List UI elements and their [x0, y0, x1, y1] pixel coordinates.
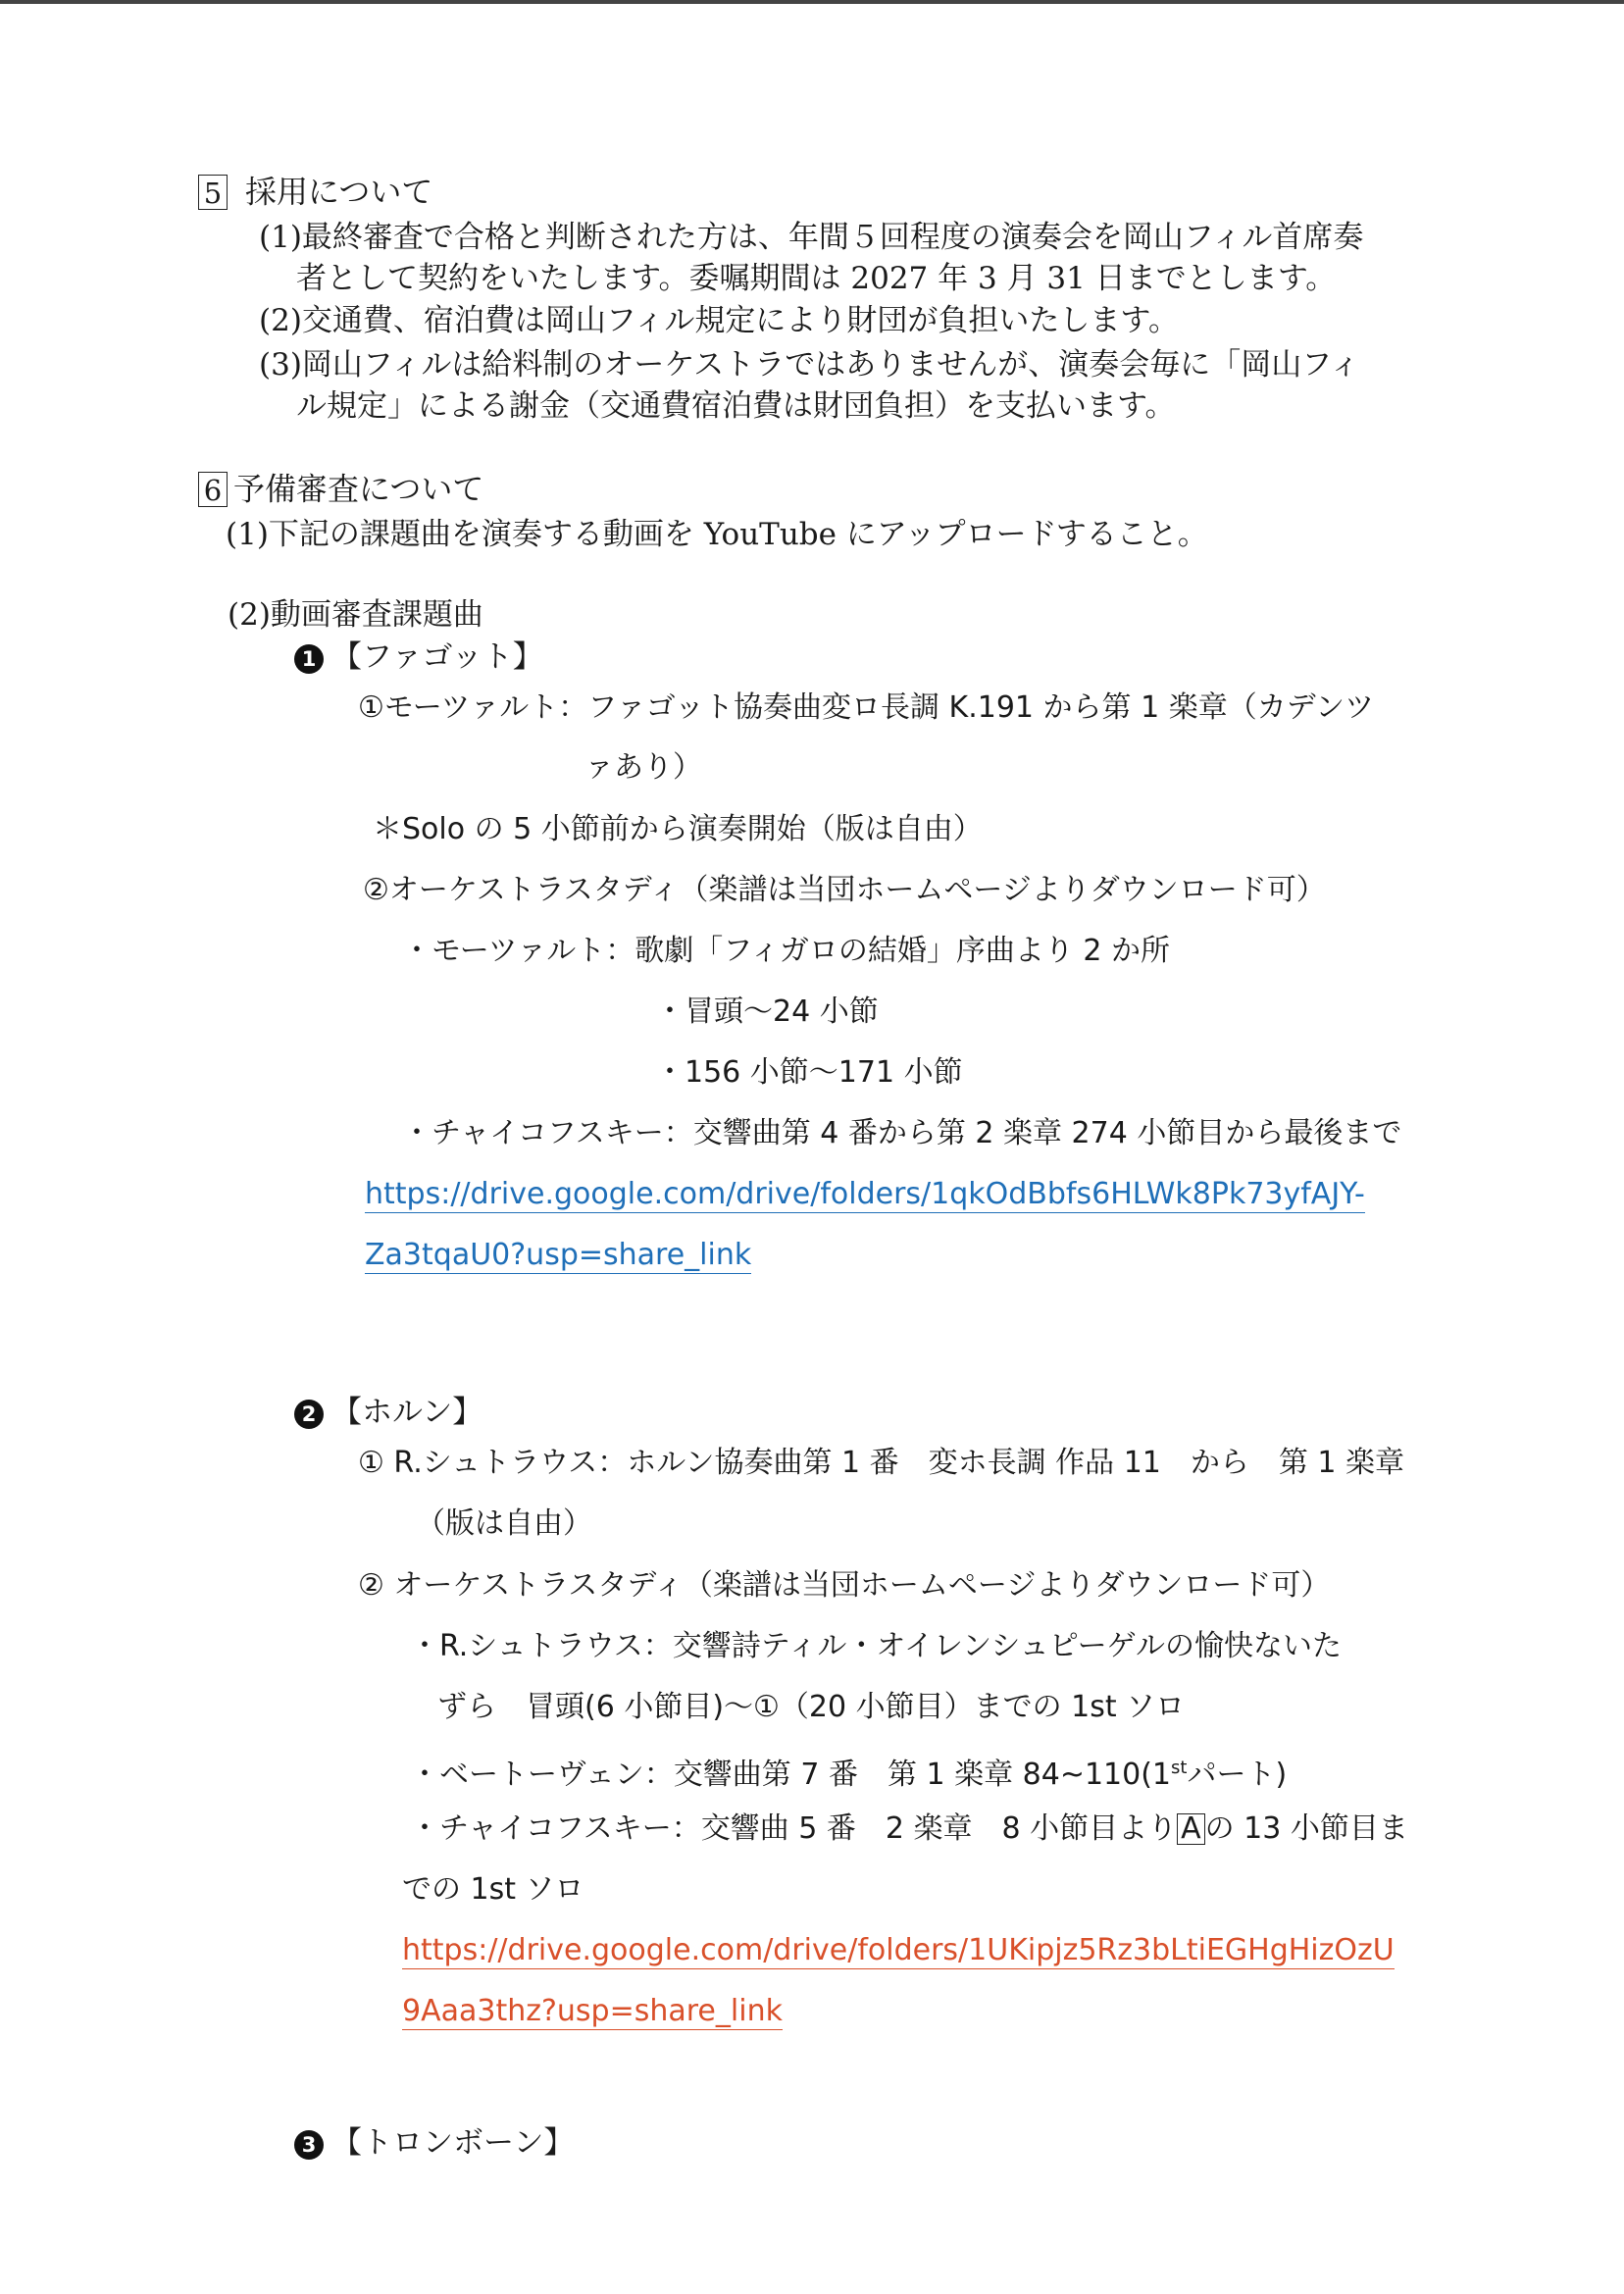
horn-score-link[interactable]: 9Aaa3thz?usp=share_link	[402, 1994, 783, 2028]
sec5-item-3-line-2: ル規定」による謝金（交通費宿泊費は財団負担）を支払います。	[296, 388, 1176, 424]
horn-heading	[294, 1393, 482, 1432]
horn-line-6-tail: パート)	[1187, 1758, 1288, 1792]
instrument-heading: 【トロンボーン】	[331, 2125, 575, 2161]
horn-line-6-text: ・ベートーヴェン：交響曲第 7 番 第 1 楽章 84~110(1	[410, 1758, 1172, 1792]
horn-line-8: での 1st ソロ	[402, 1872, 584, 1907]
fagott-line-5: ・モーツァルト：歌劇「フィガロの結婚」序曲より 2 か所	[402, 934, 1171, 968]
instrument-heading: 【ホルン】	[331, 1395, 483, 1430]
section-number-box: 6	[198, 472, 228, 507]
fagott-line-2: ァあり）	[584, 750, 702, 785]
sec5-item-2: (2)交通費、宿泊費は岡山フィル規定により財団が負担いたします。	[259, 303, 1179, 338]
horn-line-3: ② オーケストラスタディ（楽譜は当団ホームページよりダウンロード可）	[358, 1568, 1331, 1603]
section-5-heading	[198, 171, 432, 212]
horn-line-5: ずら 冒頭(6 小節目)～①（20 小節目）までの 1st ソロ	[437, 1690, 1186, 1724]
fagott-line-3: ＊Solo の 5 小節前から演奏開始（版は自由）	[373, 812, 983, 846]
number-bullet-icon: 1	[294, 644, 324, 674]
sec6-item-1: (1)下記の課題曲を演奏する動画を YouTube にアップロードすること。	[226, 517, 1208, 552]
sec5-item-3-line-1: (3)岡山フィルは給料制のオーケストラではありませんが、演奏会毎に「岡山フィ	[259, 347, 1360, 382]
horn-line-1: ① R.シュトラウス：ホルン協奏曲第 1 番 変ホ長調 作品 11 から 第 1 楽章	[358, 1446, 1405, 1480]
horn-line-6	[410, 1749, 1287, 1795]
fagott-heading	[294, 637, 543, 677]
section-title: 採用について	[245, 173, 433, 211]
fagott-score-link[interactable]: https://drive.google.com/drive/folders/1qkOdBbfs6HLWk8Pk73yfAJY-	[365, 1177, 1365, 1211]
fagott-line-7: ・156 小節～171 小節	[655, 1055, 963, 1090]
section-number-box: 5	[198, 175, 228, 210]
page-top-edge	[0, 0, 1624, 4]
sec6-item-2: (2)動画審査課題曲	[228, 597, 483, 633]
section-6-heading	[198, 468, 483, 509]
sec5-item-1-line-1: (1)最終審査で合格と判断された方は、年間５回程度の演奏会を岡山フィル首席奏	[259, 220, 1364, 255]
fagott-line-4: ②オーケストラスタディ（楽譜は当団ホームページよりダウンロード可）	[363, 873, 1326, 907]
number-bullet-icon: 3	[294, 2130, 324, 2160]
horn-line-7	[410, 1810, 1408, 1849]
fagott-score-link[interactable]: Za3tqaU0?usp=share_link	[365, 1238, 752, 1272]
fagott-line-6: ・冒頭～24 小節	[655, 994, 879, 1029]
horn-line-7-tail: の 13 小節目ま	[1204, 1811, 1408, 1846]
fagott-line-8: ・チャイコフスキー：交響曲第 4 番から第 2 楽章 274 小節目から最後まで	[402, 1116, 1402, 1150]
fagott-line-1: ①モーツァルト：ファゴット協奏曲変ロ長調 K.191 から第 1 楽章（カデンツ	[358, 690, 1375, 725]
horn-line-7-text: ・チャイコフスキー：交響曲 5 番 2 楽章 8 小節目より	[410, 1811, 1178, 1846]
horn-line-4: ・R.シュトラウス：交響詩ティル・オイレンシュピーゲルの愉快ないた	[410, 1629, 1343, 1663]
horn-url-line-2[interactable]	[402, 1992, 783, 2031]
fagott-url-line-1[interactable]	[365, 1175, 1365, 1214]
sec5-item-1-line-2: 者として契約をいたします。委嘱期間は 2027 年 3 月 31 日までとします。	[296, 261, 1337, 296]
horn-url-line-1[interactable]	[402, 1931, 1395, 1970]
number-bullet-icon: 2	[294, 1400, 324, 1429]
horn-line-2: （版は自由）	[416, 1506, 592, 1541]
horn-score-link[interactable]: https://drive.google.com/drive/folders/1UKipjz5Rz3bLtiEGHgHizOzU	[402, 1933, 1395, 1967]
rehearsal-mark-box: A	[1177, 1813, 1205, 1845]
superscript: st	[1171, 1758, 1188, 1778]
section-title: 予備審査について	[233, 470, 484, 508]
trombone-heading	[294, 2123, 574, 2163]
instrument-heading: 【ファゴット】	[331, 639, 543, 675]
fagott-url-line-2[interactable]	[365, 1236, 751, 1275]
